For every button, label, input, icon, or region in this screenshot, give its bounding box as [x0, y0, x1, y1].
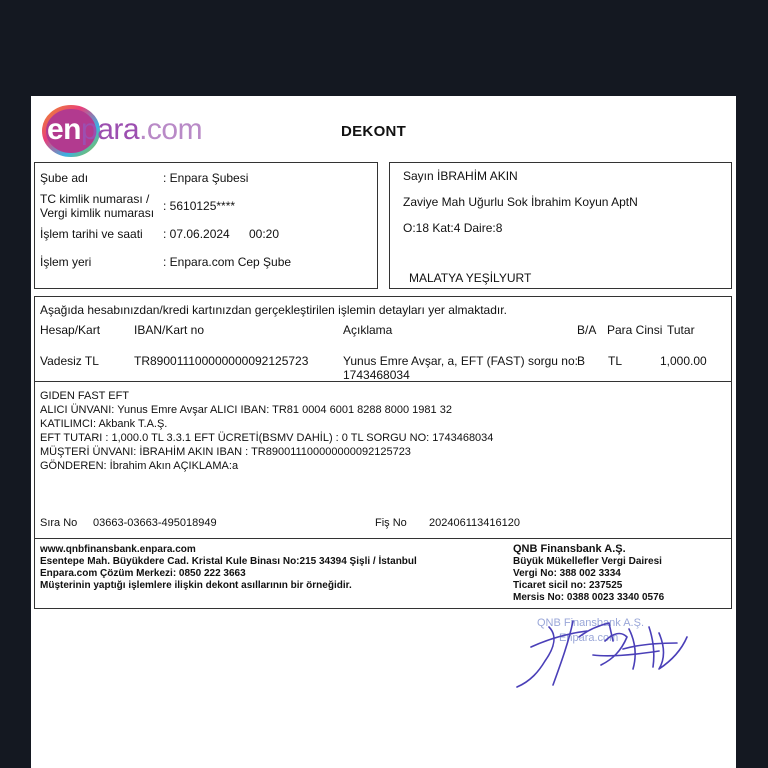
divider [34, 538, 732, 539]
receipt-document [31, 96, 736, 768]
header-currency: Para Cinsi [607, 323, 663, 337]
tax-id-label-2: Vergi kimlik numarası [40, 206, 155, 220]
enpara-logo [39, 102, 209, 156]
header-ba: B/A [577, 323, 597, 337]
header-account: Hesap/Kart [40, 323, 101, 337]
tax-number: Vergi No: 388 002 3334 [513, 568, 621, 579]
date-value: : 07.06.2024 [163, 227, 230, 241]
bank-address: Esentepe Mah. Büyükdere Cad. Kristal Kule Binası No:215 34394 Şişli / İstanbul [40, 556, 417, 567]
row-iban: TR890011100000000092125723 [134, 354, 309, 368]
address-city: MALATYA YEŞİLYURT [409, 271, 532, 285]
detail-line: KATILIMCI: Akbank T.A.Ş. [40, 418, 168, 430]
detail-line: GIDEN FAST EFT [40, 390, 130, 402]
detail-line: EFT TUTARI : 1,000.0 TL 3.3.1 EFT ÜCRETİ(BSMV DAHİL) : 0 TL SORGU NO: 1743468034 [40, 432, 494, 444]
row-description: Yunus Emre Avşar, a, EFT (FAST) sorgu no: [343, 354, 578, 368]
row-currency: TL [608, 354, 623, 368]
row-amount: 1,000.00 [660, 354, 707, 368]
branch-value: : Enpara Şubesi [163, 171, 249, 185]
sequence-value: 03663-03663-495018949 [93, 517, 217, 529]
disclaimer: Müşterinin yaptığı işlemlere ilişkin dekont asıllarının bir örneğidir. [40, 580, 352, 591]
bank-name: QNB Finansbank A.Ş. [513, 543, 626, 555]
branch-label: Şube adı [40, 171, 89, 185]
bank-website: www.qnbfinansbank.enpara.com [40, 544, 196, 555]
receipt-no-label: Fiş No [375, 517, 407, 529]
trade-registry: Ticaret sicil no: 237525 [513, 580, 623, 591]
row-ba: B [577, 354, 586, 368]
customer-name: Sayın İBRAHİM AKIN [403, 169, 518, 183]
header-amount: Tutar [667, 323, 695, 337]
header-iban: IBAN/Kart no [134, 323, 205, 337]
logo-en-text: en [47, 113, 82, 146]
page-title: DEKONT [341, 123, 407, 140]
logo-com-text: .com [139, 113, 203, 146]
detail-line: MÜŞTERİ ÜNVANI: İBRAHİM AKIN IBAN : TR890011100000000092125723 [40, 446, 411, 458]
row-account: Vadesiz TL [40, 354, 99, 368]
transaction-intro: Aşağıda hesabınızdan/kredi kartınızdan gerçekleştirilen işlemin detayları yer almaktadır. [40, 303, 507, 317]
sequence-label: Sıra No [40, 517, 78, 529]
row-description-2: 1743468034 [343, 368, 410, 382]
receipt-no-value: 202406113416120 [429, 517, 520, 529]
date-time-label: İşlem tarihi ve saati [40, 227, 143, 241]
header-description: Açıklama [343, 323, 393, 337]
support-phone: Enpara.com Çözüm Merkezi: 0850 222 3663 [40, 568, 246, 579]
tax-office: Büyük Mükellefler Vergi Dairesi [513, 556, 662, 567]
location-label: İşlem yeri [40, 255, 92, 269]
time-value: 00:20 [249, 227, 280, 241]
address-line-1: Zaviye Mah Uğurlu Sok İbrahim Koyun AptN [403, 195, 638, 209]
tax-id-label: TC kimlik numarası / [40, 192, 150, 206]
stamp-enpara: Enpara.com [559, 632, 619, 644]
location-value: : Enpara.com Cep Şube [163, 255, 292, 269]
signature-icon [509, 607, 709, 703]
detail-line: ALICI ÜNVANI: Yunus Emre Avşar ALICI IBAN: TR81 0004 6001 8288 8000 1981 32 [40, 404, 452, 416]
divider [34, 381, 732, 382]
detail-line: GÖNDEREN: İbrahim Akın AÇIKLAMA:a [40, 460, 239, 472]
logo-para-text: para [81, 113, 140, 146]
stamp-bank-name: QNB Finansbank A.Ş. [537, 617, 644, 629]
mersis-number: Mersis No: 0388 0023 3340 0576 [513, 592, 665, 603]
tax-id-value: : 5610125**** [163, 199, 236, 213]
address-line-2: O:18 Kat:4 Daire:8 [403, 221, 503, 235]
